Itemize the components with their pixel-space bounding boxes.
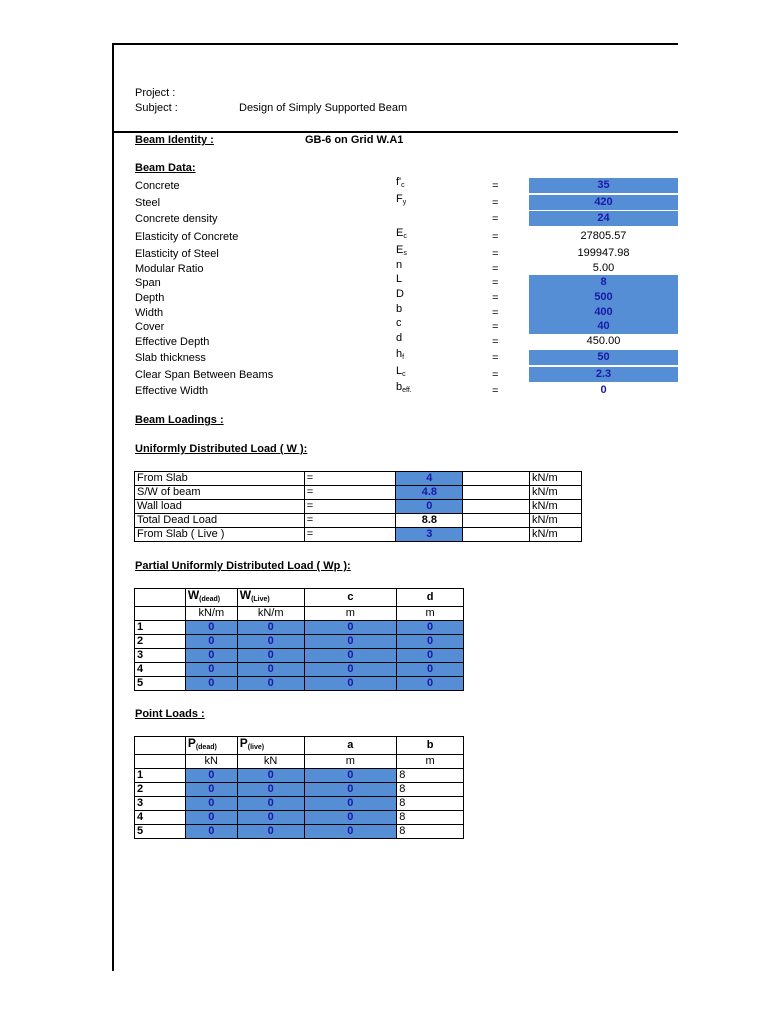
point-loads-input-cell[interactable]: 0 bbox=[237, 811, 304, 825]
pudl-title: Partial Uniformly Distributed Load ( Wp ): bbox=[135, 560, 351, 572]
beam-data-label: Width bbox=[135, 307, 164, 319]
pudl-row-number: 5 bbox=[135, 677, 186, 691]
point-loads-header-cell: a bbox=[304, 737, 397, 755]
beam-data-symbol: n bbox=[396, 259, 403, 271]
udl-empty-cell bbox=[463, 472, 530, 486]
udl-label-cell: Total Dead Load bbox=[135, 514, 305, 528]
point-loads-row-number: 4 bbox=[135, 811, 186, 825]
point-loads-row-number: 5 bbox=[135, 825, 186, 839]
beam-data-symbol: $F_y$ bbox=[396, 193, 407, 206]
point-loads-input-cell[interactable]: 0 bbox=[304, 825, 397, 839]
pudl-input-cell[interactable]: 0 bbox=[237, 621, 304, 635]
udl-label-cell: S/W of beam bbox=[135, 486, 305, 500]
point-loads-header-cell: $P_{(live)}$ bbox=[237, 737, 304, 755]
udl-table bbox=[134, 471, 582, 542]
beam-data-label: Slab thickness bbox=[135, 352, 206, 364]
udl-title: Uniformly Distributed Load ( W ): bbox=[135, 443, 308, 455]
udl-equals-cell: = bbox=[304, 514, 396, 528]
pudl-input-cell[interactable]: 0 bbox=[397, 663, 464, 677]
equals-sign: = bbox=[492, 307, 499, 319]
input-cell[interactable]: 420 bbox=[529, 195, 678, 210]
beam-data-label: Span bbox=[135, 277, 161, 289]
beam-identity-value[interactable]: GB-6 on Grid W.A1 bbox=[305, 134, 404, 146]
equals-sign: = bbox=[492, 248, 499, 260]
point-loads-row bbox=[135, 797, 464, 811]
pudl-unit-cell: kN/m bbox=[237, 607, 304, 621]
input-cell[interactable]: 24 bbox=[529, 211, 678, 226]
udl-input-cell[interactable]: 4.8 bbox=[396, 486, 463, 500]
beam-data-symbol: $E_c$ bbox=[396, 227, 407, 240]
pudl-row bbox=[135, 663, 464, 677]
sheet-top-border bbox=[112, 43, 678, 45]
beam-data-symbol: $f'_c$ bbox=[396, 176, 405, 189]
equals-sign: = bbox=[492, 292, 499, 304]
pudl-input-cell[interactable]: 0 bbox=[304, 621, 397, 635]
pudl-input-cell[interactable]: 0 bbox=[304, 635, 397, 649]
pudl-input-cell[interactable]: 0 bbox=[237, 635, 304, 649]
pudl-input-cell[interactable]: 0 bbox=[185, 635, 237, 649]
pudl-row-number: 4 bbox=[135, 663, 186, 677]
pudl-row-number: 2 bbox=[135, 635, 186, 649]
equals-sign: = bbox=[492, 369, 499, 381]
point-loads-header-cell: $P_{(dead)}$ bbox=[185, 737, 237, 755]
pudl-header-row bbox=[135, 589, 464, 607]
input-cell[interactable]: 35 bbox=[529, 178, 678, 193]
pudl-header-cell: c bbox=[304, 589, 397, 607]
beam-identity-label: Beam Identity : bbox=[135, 134, 214, 146]
udl-empty-cell bbox=[463, 514, 530, 528]
input-cell[interactable]: 500 bbox=[529, 290, 678, 305]
equals-sign: = bbox=[492, 213, 499, 225]
udl-label-cell: Wall load bbox=[135, 500, 305, 514]
subject-value: Design of Simply Supported Beam bbox=[239, 102, 408, 114]
udl-row bbox=[135, 472, 582, 486]
point-loads-row bbox=[135, 783, 464, 797]
beam-data-symbol: d bbox=[396, 332, 403, 344]
point-loads-unit-cell: kN bbox=[185, 755, 237, 769]
pudl-input-cell[interactable]: 0 bbox=[185, 649, 237, 663]
point-loads-title: Point Loads : bbox=[135, 708, 205, 720]
pudl-row bbox=[135, 649, 464, 663]
point-loads-row-number: 3 bbox=[135, 797, 186, 811]
pudl-input-cell[interactable]: 0 bbox=[237, 677, 304, 691]
pudl-row-number: 1 bbox=[135, 621, 186, 635]
point-loads-computed-cell: 8 bbox=[397, 825, 464, 839]
point-loads-row bbox=[135, 769, 464, 783]
pudl-input-cell[interactable]: 0 bbox=[237, 663, 304, 677]
computed-cell: 450.00 bbox=[586, 335, 621, 347]
point-loads-input-cell[interactable]: 0 bbox=[185, 825, 237, 839]
beam-data-label: Steel bbox=[135, 197, 161, 209]
point-loads-input-cell[interactable]: 0 bbox=[185, 769, 237, 783]
pudl-row bbox=[135, 677, 464, 691]
point-loads-units-row bbox=[135, 755, 464, 769]
beam-data-label: Elasticity of Steel bbox=[135, 248, 219, 260]
udl-empty-cell bbox=[463, 486, 530, 500]
pudl-input-cell[interactable]: 0 bbox=[397, 621, 464, 635]
pudl-unit-cell: kN/m bbox=[185, 607, 237, 621]
beam-data-label: Concrete bbox=[135, 180, 180, 192]
computed-cell: 27805.57 bbox=[580, 230, 627, 242]
udl-equals-cell: = bbox=[304, 500, 396, 514]
udl-equals-cell: = bbox=[304, 528, 396, 542]
beam-data-title: Beam Data: bbox=[135, 162, 196, 174]
point-loads-table bbox=[134, 736, 464, 839]
header-separator bbox=[114, 131, 678, 133]
point-loads-header-cell: b bbox=[397, 737, 464, 755]
point-loads-computed-cell: 8 bbox=[397, 811, 464, 825]
point-loads-input-cell[interactable]: 0 bbox=[237, 769, 304, 783]
point-loads-input-cell[interactable]: 0 bbox=[304, 783, 397, 797]
beam-data-symbol: $b_{eff.}$ bbox=[396, 381, 412, 394]
project-label: Project : bbox=[135, 87, 176, 99]
point-loads-row bbox=[135, 825, 464, 839]
computed-cell: 199947.98 bbox=[577, 247, 630, 259]
point-loads-input-cell[interactable]: 0 bbox=[237, 783, 304, 797]
pudl-row bbox=[135, 621, 464, 635]
equals-sign: = bbox=[492, 352, 499, 364]
udl-unit-cell: kN/m bbox=[530, 528, 582, 542]
beam-data-label: Effective Depth bbox=[135, 336, 210, 348]
beam-data-symbol: L bbox=[396, 273, 403, 285]
udl-label-cell: From Slab ( Live ) bbox=[135, 528, 305, 542]
beam-data-label: Effective Width bbox=[135, 385, 209, 397]
point-loads-input-cell[interactable]: 0 bbox=[237, 825, 304, 839]
pudl-header-cell: $W_{(Live)}$ bbox=[237, 589, 304, 607]
point-loads-unit-cell: m bbox=[304, 755, 397, 769]
point-loads-computed-cell: 8 bbox=[397, 783, 464, 797]
input-cell[interactable]: 50 bbox=[529, 350, 678, 365]
udl-equals-cell: = bbox=[304, 472, 396, 486]
equals-sign: = bbox=[492, 385, 499, 397]
pudl-input-cell[interactable]: 0 bbox=[397, 649, 464, 663]
beam-data-symbol: D bbox=[396, 288, 404, 300]
udl-label-cell: From Slab bbox=[135, 472, 305, 486]
udl-input-cell[interactable]: 0 bbox=[396, 500, 463, 514]
pudl-units-row bbox=[135, 607, 464, 621]
point-loads-row bbox=[135, 811, 464, 825]
point-loads-input-cell[interactable]: 0 bbox=[185, 811, 237, 825]
pudl-unit-cell: m bbox=[397, 607, 464, 621]
point-loads-corner-cell bbox=[135, 737, 186, 755]
point-loads-unit-cell: m bbox=[397, 755, 464, 769]
equals-sign: = bbox=[492, 336, 499, 348]
point-loads-computed-cell: 8 bbox=[397, 797, 464, 811]
pudl-input-cell[interactable]: 0 bbox=[185, 621, 237, 635]
beam-data-label: Cover bbox=[135, 321, 165, 333]
point-loads-row-number: 2 bbox=[135, 783, 186, 797]
equals-sign: = bbox=[492, 180, 499, 192]
pudl-header-cell: d bbox=[397, 589, 464, 607]
pudl-input-cell[interactable]: 0 bbox=[397, 677, 464, 691]
point-loads-unit-cell: kN bbox=[237, 755, 304, 769]
point-loads-input-cell[interactable]: 0 bbox=[304, 797, 397, 811]
input-cell[interactable]: 400 bbox=[529, 305, 678, 320]
computed-cell: 5.00 bbox=[592, 262, 615, 274]
udl-input-cell[interactable]: 4 bbox=[396, 472, 463, 486]
udl-empty-cell bbox=[463, 528, 530, 542]
pudl-corner-cell bbox=[135, 589, 186, 607]
beam-data-symbol: $E_s$ bbox=[396, 244, 407, 257]
pudl-row bbox=[135, 635, 464, 649]
udl-input-cell[interactable]: 3 bbox=[396, 528, 463, 542]
beam-data-symbol: c bbox=[396, 317, 402, 329]
point-loads-computed-cell: 8 bbox=[397, 769, 464, 783]
pudl-unit-cell: m bbox=[304, 607, 397, 621]
pudl-input-cell[interactable]: 0 bbox=[304, 663, 397, 677]
point-loads-input-cell[interactable]: 0 bbox=[237, 797, 304, 811]
udl-computed-cell: 8.8 bbox=[396, 514, 463, 528]
input-cell[interactable]: 8 bbox=[529, 275, 678, 290]
udl-equals-cell: = bbox=[304, 486, 396, 500]
equals-sign: = bbox=[492, 277, 499, 289]
pudl-input-cell[interactable]: 0 bbox=[397, 635, 464, 649]
computed-cell: 0 bbox=[600, 384, 607, 396]
pudl-input-cell[interactable]: 0 bbox=[304, 649, 397, 663]
udl-row bbox=[135, 514, 582, 528]
beam-data-label: Elasticity of Concrete bbox=[135, 231, 239, 243]
udl-row bbox=[135, 528, 582, 542]
beam-loadings-title: Beam Loadings : bbox=[135, 414, 224, 426]
pudl-corner-cell bbox=[135, 607, 186, 621]
point-loads-input-cell[interactable]: 0 bbox=[185, 797, 237, 811]
beam-data-label: Clear Span Between Beams bbox=[135, 369, 274, 381]
point-loads-header-row bbox=[135, 737, 464, 755]
sheet-left-border bbox=[112, 43, 114, 971]
udl-unit-cell: kN/m bbox=[530, 500, 582, 514]
equals-sign: = bbox=[492, 321, 499, 333]
udl-row bbox=[135, 486, 582, 500]
pudl-row-number: 3 bbox=[135, 649, 186, 663]
input-cell[interactable]: 40 bbox=[529, 319, 678, 334]
beam-data-label: Modular Ratio bbox=[135, 263, 204, 275]
beam-data-symbol: $h_f$ bbox=[396, 348, 405, 361]
equals-sign: = bbox=[492, 197, 499, 209]
udl-row bbox=[135, 500, 582, 514]
subject-label: Subject : bbox=[135, 102, 178, 114]
beam-data-symbol: b bbox=[396, 303, 403, 315]
pudl-input-cell[interactable]: 0 bbox=[304, 677, 397, 691]
pudl-table bbox=[134, 588, 464, 691]
pudl-header-cell: $W_{(dead)}$ bbox=[185, 589, 237, 607]
udl-empty-cell bbox=[463, 500, 530, 514]
point-loads-input-cell[interactable]: 0 bbox=[304, 811, 397, 825]
udl-unit-cell: kN/m bbox=[530, 472, 582, 486]
pudl-input-cell[interactable]: 0 bbox=[237, 649, 304, 663]
equals-sign: = bbox=[492, 263, 499, 275]
beam-data-symbol: $L_c$ bbox=[396, 365, 406, 378]
equals-sign: = bbox=[492, 231, 499, 243]
beam-data-label: Depth bbox=[135, 292, 165, 304]
pudl-input-cell[interactable]: 0 bbox=[185, 677, 237, 691]
input-cell[interactable]: 2.3 bbox=[529, 367, 678, 382]
pudl-input-cell[interactable]: 0 bbox=[185, 663, 237, 677]
udl-unit-cell: kN/m bbox=[530, 486, 582, 500]
point-loads-row-number: 1 bbox=[135, 769, 186, 783]
point-loads-corner-cell bbox=[135, 755, 186, 769]
point-loads-input-cell[interactable]: 0 bbox=[185, 783, 237, 797]
beam-data-label: Concrete density bbox=[135, 213, 218, 225]
point-loads-input-cell[interactable]: 0 bbox=[304, 769, 397, 783]
udl-unit-cell: kN/m bbox=[530, 514, 582, 528]
